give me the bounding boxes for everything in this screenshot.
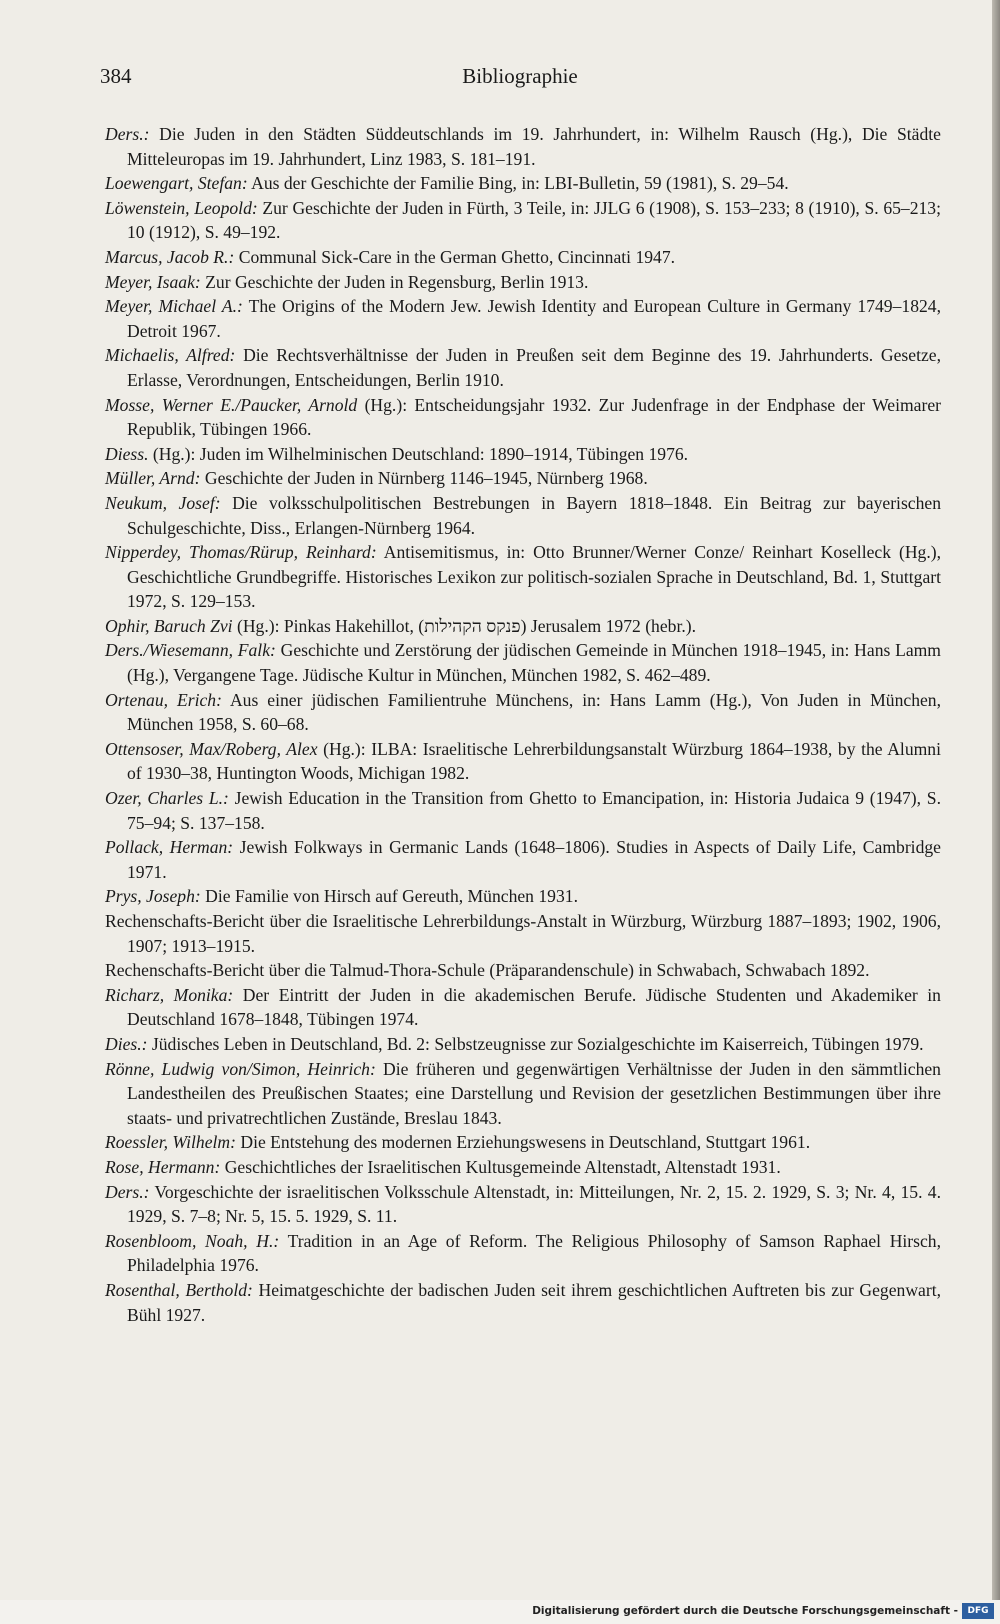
entry-author: Löwenstein, Leopold: [105,197,258,218]
entry-author: Marcus, Jacob R.: [105,246,235,267]
bibliography-entry [105,884,941,909]
bibliography-entry [105,1130,941,1155]
entry-author: Meyer, Michael A.: [105,296,243,317]
entry-text: Geschichte und Zerstörung der jüdischen Gemeinde in München 1918–1945, in: Hans Lamm (Hg.), Vergangene Tage. Jüdische Kultur in München, München 1982, S. 462–489. [127,640,941,686]
entry-text: Zur Geschichte der Juden in Regensburg, Berlin 1913. [200,271,589,292]
entry-text: Vorgeschichte der israelitischen Volksschule Altenstadt, in: Mitteilungen, Nr. 2, 15. 2. 1929, S. 3; Nr. 4, 15. 4. 1929, S. 7–8; Nr. 5, 15. 5. 1929, S. 11. [127,1181,941,1227]
page-header [100,64,940,94]
entry-author: Ophir, Baruch Zvi [105,615,233,636]
bibliography-entry [105,1032,941,1057]
bibliography-entry [105,122,941,171]
entry-text: Die Rechtsverhältnisse der Juden in Preußen seit dem Beginne des 19. Jahrhunderts. Gesetze, Erlasse, Verordnungen, Entscheidungen, Berlin 1910. [127,345,941,390]
digitization-footer [0,1600,1000,1624]
bibliography-entry [105,245,941,270]
entry-text: Jewish Education in the Transition from Ghetto to Emancipation, in: Historia Judaica 9 (1947), S. 75–94; S. 137–158. [127,788,941,833]
entry-author: Ottensoser, Max/Roberg, Alex [105,738,318,759]
bibliography-entry [105,196,941,245]
running-head-title: Bibliographie [462,64,578,88]
entry-text: Jüdisches Leben in Deutschland, Bd. 2: Selbstzeugnisse zur Sozialgeschichte im Kaiserreich, Tübingen 1979. [147,1033,924,1054]
bibliography-entry [105,1155,941,1180]
entry-author: Ders./Wiesemann, Falk: [105,640,276,661]
entry-author: Rönne, Ludwig von/Simon, Heinrich: [105,1058,376,1079]
entry-author: Ozer, Charles L.: [105,788,229,809]
page-edge-shadow [992,0,1000,1600]
page-number: 384 [100,64,132,88]
entry-text: (Hg.): Pinkas Hakehillot, (פנקס הקהילות) Jerusalem 1972 (hebr.). [232,615,697,636]
entry-text: Die Juden in den Städten Süddeutschlands im 19. Jahrhundert, in: Wilhelm Rausch (Hg.), Die Städte Mitteleuropas im 19. Jahrhundert, Linz 1983, S. 181–191. [127,124,941,169]
bibliography-entry [105,835,941,884]
entry-author: Ders.: [105,124,150,144]
entry-author: Rosenthal, Berthold: [105,1279,253,1300]
entry-text: Zur Geschichte der Juden in Fürth, 3 Teile, in: JJLG 6 (1908), S. 153–233; 8 (1910), S. 65–213; 10 (1912), S. 49–192. [127,197,941,243]
entry-text: Die Familie von Hirsch auf Gereuth, München 1931. [200,886,578,907]
bibliography-entry [105,1180,941,1229]
entry-text: Aus der Geschichte der Familie Bing, in: LBI-Bulletin, 59 (1981), S. 29–54. [247,173,789,194]
entry-text: Rechenschafts-Bericht über die Talmud-Thora-Schule (Präparandenschule) in Schwabach, Schwabach 1892. [105,960,870,981]
entry-author: Mosse, Werner E./Paucker, Arnold [105,394,358,415]
entry-text: Communal Sick-Care in the German Ghetto, Cincinnati 1947. [234,246,676,267]
bibliography-entry [105,294,941,343]
entry-author: Dies.: [105,1033,148,1054]
entry-text: Jewish Folkways in Germanic Lands (1648–1806). Studies in Aspects of Daily Life, Cambridge 1971. [127,837,941,882]
entry-text: (Hg.): ILBA: Israelitische Lehrerbildungsanstalt Würzburg 1864–1938, by the Alumni of 1930–38, Huntington Woods, Michigan 1982. [127,738,941,784]
bibliography-entry [105,171,941,196]
bibliography-entry [105,1057,941,1131]
bibliography-entry [105,638,941,687]
bibliography-entry [105,466,941,491]
dfg-logo: DFG [962,1603,994,1619]
entry-text: Geschichte der Juden in Nürnberg 1146–1945, Nürnberg 1968. [200,468,648,489]
footer-credit-text: Digitalisierung gefördert durch die Deutsche Forschungsgemeinschaft - [532,1605,958,1617]
entry-author: Pollack, Herman: [105,837,234,858]
bibliography-entry [105,786,941,835]
bibliography-entry [105,737,941,786]
entry-author: Neukum, Josef: [105,492,221,513]
entry-text: (Hg.): Juden im Wilhelminischen Deutschland: 1890–1914, Tübingen 1976. [148,443,689,464]
bibliography-entry [105,491,941,540]
entry-author: Roessler, Wilhelm: [105,1132,236,1153]
bibliography-entry [105,983,941,1032]
entry-text: Aus einer jüdischen Familientruhe Münchens, in: Hans Lamm (Hg.), Von Juden in München, München 1958, S. 60–68. [127,689,941,735]
entry-text: (Hg.): Entscheidungsjahr 1932. Zur Judenfrage in der Endphase der Weimarer Republik, Tübingen 1966. [127,394,941,440]
entry-author: Ders.: [105,1181,150,1202]
entry-author: Richarz, Monika: [105,984,234,1005]
entry-author: Rose, Hermann: [105,1156,221,1177]
entry-author: Müller, Arnd: [105,468,201,489]
entry-author: Diess. [105,443,149,464]
entry-text: Antisemitismus, in: Otto Brunner/Werner Conze/ Reinhart Koselleck (Hg.), Geschichtliche Grundbegriffe. Historisches Lexikon zur politisch-sozialen Sprache in Deutschland, Bd. 1, Stuttgart 1972, S. 129–153. [127,542,941,612]
entry-author: Ortenau, Erich: [105,689,222,710]
entry-text: Der Eintritt der Juden in die akademischen Berufe. Jüdische Studenten und Akademiker in Deutschland 1678–1848, Tübingen 1974. [127,984,941,1030]
entry-text: Die volksschulpolitischen Bestrebungen in Bayern 1818–1848. Ein Beitrag zur bayerischen Schulgeschichte, Diss., Erlangen-Nürnberg 1964. [127,492,941,538]
entry-text: Tradition in an Age of Reform. The Religious Philosophy of Samson Raphael Hirsch, Philadelphia 1976. [127,1230,941,1276]
bibliography-entry [105,688,941,737]
entry-text: Rechenschafts-Bericht über die Israelitische Lehrerbildungs-Anstalt in Würzburg, Würzburg 1887–1893; 1902, 1906, 1907; 1913–1915. [105,911,941,956]
entry-author: Michaelis, Alfred: [105,345,236,366]
bibliography-entry [105,540,941,614]
bibliography-entry [105,958,941,983]
bibliography-entry [105,909,941,958]
entry-author: Rosenbloom, Noah, H.: [105,1230,280,1251]
entry-text: Geschichtliches der Israelitischen Kultusgemeinde Altenstadt, Altenstadt 1931. [220,1156,781,1177]
bibliography-entry [105,1229,941,1278]
entry-text: Heimatgeschichte der badischen Juden seit ihrem geschichtlichen Auftreten bis zur Gegenwart, Bühl 1927. [127,1279,941,1325]
entry-author: Nipperdey, Thomas/Rürup, Reinhard: [105,542,377,563]
bibliography-list [105,122,941,1327]
bibliography-entry [105,343,941,392]
entry-author: Prys, Joseph: [105,886,201,907]
entry-author: Loewengart, Stefan: [105,173,248,194]
entry-text: The Origins of the Modern Jew. Jewish Identity and European Culture in Germany 1749–1824, Detroit 1967. [127,296,941,341]
bibliography-entry [105,393,941,442]
bibliography-entry [105,1278,941,1327]
entry-text: Die Entstehung des modernen Erziehungswesens in Deutschland, Stuttgart 1961. [235,1132,811,1153]
bibliography-entry [105,442,941,467]
entry-text: Die früheren und gegenwärtigen Verhältnisse der Juden in den sämmtlichen Landestheilen des Preußischen Staates; eine Darstellung und Revision der gesetzlichen Bestimmungen über ihre staats- und privatrechtlichen Zustände, Breslau 1843. [127,1058,941,1128]
bibliography-entry [105,614,941,639]
entry-author: Meyer, Isaak: [105,271,201,292]
bibliography-entry [105,270,941,295]
